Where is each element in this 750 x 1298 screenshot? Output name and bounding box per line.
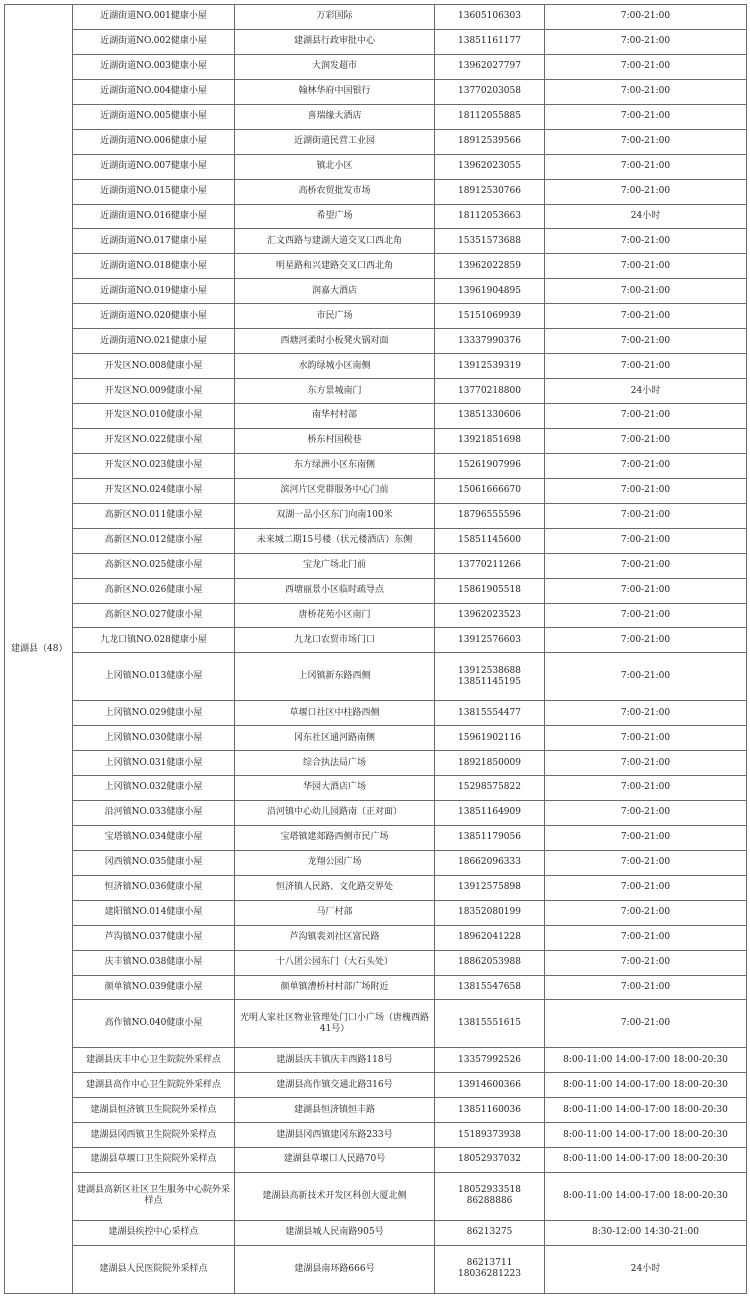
hours-cell: 7:00-21:00	[545, 254, 747, 279]
hours-cell: 8:00-11:00 14:00-17:00 18:00-20:30	[545, 1172, 747, 1220]
hours-cell: 7:00-21:00	[545, 104, 747, 129]
address-cell: 高桥农贸批发市场	[235, 179, 435, 204]
hours-cell: 7:00-21:00	[545, 5, 747, 30]
phone-cell: 13961904895	[435, 279, 545, 304]
site-name-cell: 上冈镇NO.030健康小屋	[73, 726, 235, 751]
site-name-cell: 建湖县人民医院院外采样点	[73, 1245, 235, 1293]
site-name-cell: 恒济镇NO.036健康小屋	[73, 875, 235, 900]
table-row	[5, 229, 747, 254]
phone-cell: 15061666670	[435, 478, 545, 503]
site-name-cell: 近湖街道NO.018健康小屋	[73, 254, 235, 279]
address-cell: 建湖县南环路666号	[235, 1245, 435, 1293]
address-cell: 希望广场	[235, 204, 435, 229]
address-cell: 唐桥花苑小区南门	[235, 603, 435, 628]
address-cell: 翰林华府中国银行	[235, 79, 435, 104]
site-name-cell: 冈西镇NO.035健康小屋	[73, 850, 235, 875]
site-name-cell: 颜单镇NO.039健康小屋	[73, 975, 235, 1000]
address-cell: 冈东社区通河路南侧	[235, 726, 435, 751]
address-cell: 马厂村部	[235, 900, 435, 925]
site-name-cell: 近湖街道NO.019健康小屋	[73, 279, 235, 304]
address-cell: 芦沟镇裴刘社区富民路	[235, 925, 435, 950]
site-name-cell: 开发区NO.009健康小屋	[73, 379, 235, 404]
hours-cell: 7:00-21:00	[545, 279, 747, 304]
site-name-cell: 九龙口镇NO.028健康小屋	[73, 628, 235, 653]
table-row	[5, 825, 747, 850]
hours-cell: 7:00-21:00	[545, 578, 747, 603]
phone-cell: 13921851698	[435, 428, 545, 453]
site-name-cell: 建湖县庆丰中心卫生院院外采样点	[73, 1048, 235, 1073]
hours-cell: 7:00-21:00	[545, 653, 747, 701]
phone-cell: 18796555596	[435, 503, 545, 528]
phone-cell: 13962023523	[435, 603, 545, 628]
hours-cell: 7:00-21:00	[545, 79, 747, 104]
hours-cell: 7:00-21:00	[545, 528, 747, 553]
site-name-cell: 建阳镇NO.014健康小屋	[73, 900, 235, 925]
hours-cell: 7:00-21:00	[545, 54, 747, 79]
address-cell: 建湖县恒济镇恒丰路	[235, 1098, 435, 1123]
site-name-cell: 建湖县恒济镇卫生院院外采样点	[73, 1098, 235, 1123]
address-cell: 沿河镇中心幼儿园路南（正对面）	[235, 800, 435, 825]
hours-cell: 8:00-11:00 14:00-17:00 18:00-20:30	[545, 1073, 747, 1098]
phone-cell: 18112053663	[435, 204, 545, 229]
table-row	[5, 1000, 747, 1048]
phone-cell: 13770203058	[435, 79, 545, 104]
phone-cell: 13357992526	[435, 1048, 545, 1073]
phone-cell: 13912575898	[435, 875, 545, 900]
site-name-cell: 沿河镇NO.033健康小屋	[73, 800, 235, 825]
table-row	[5, 179, 747, 204]
hours-cell: 7:00-21:00	[545, 875, 747, 900]
address-cell: 万彩国际	[235, 5, 435, 30]
phone-cell: 18352080199	[435, 900, 545, 925]
phone-cell: 13962023055	[435, 154, 545, 179]
address-cell: 滨河片区党群服务中心门前	[235, 478, 435, 503]
table-row	[5, 1048, 747, 1073]
table-row	[5, 1220, 747, 1245]
site-name-cell: 建湖县高作中心卫生院院外采样点	[73, 1073, 235, 1098]
hours-cell: 7:00-21:00	[545, 304, 747, 329]
table-row	[5, 553, 747, 578]
table-body	[5, 5, 747, 1294]
phone-cell: 13851160036	[435, 1098, 545, 1123]
site-name-cell: 近湖街道NO.006健康小屋	[73, 129, 235, 154]
phone-cell: 13962022859	[435, 254, 545, 279]
hours-cell: 7:00-21:00	[545, 154, 747, 179]
site-name-cell: 建湖县疾控中心采样点	[73, 1220, 235, 1245]
site-name-cell: 开发区NO.024健康小屋	[73, 478, 235, 503]
address-cell: 桥东村国税巷	[235, 428, 435, 453]
address-cell: 宝塔镇建郯路西侧市民广场	[235, 825, 435, 850]
site-name-cell: 高新区NO.026健康小屋	[73, 578, 235, 603]
address-cell: 光明人家社区物业管理处门口小广场（唐槐西路41号）	[235, 1000, 435, 1048]
address-cell: 南华村村部	[235, 404, 435, 429]
phone-cell: 18912539566	[435, 129, 545, 154]
phone-cell: 13914600366	[435, 1073, 545, 1098]
phone-cell: 18962041228	[435, 925, 545, 950]
hours-cell: 7:00-21:00	[545, 900, 747, 925]
table-row	[5, 329, 747, 354]
table-row	[5, 800, 747, 825]
site-name-cell: 高新区NO.012健康小屋	[73, 528, 235, 553]
site-name-cell: 近湖街道NO.003健康小屋	[73, 54, 235, 79]
hours-cell: 7:00-21:00	[545, 628, 747, 653]
phone-cell: 18862053988	[435, 950, 545, 975]
hours-cell: 7:00-21:00	[545, 553, 747, 578]
address-cell: 东方景城南门	[235, 379, 435, 404]
phone-cell: 15351573688	[435, 229, 545, 254]
site-name-cell: 近湖街道NO.021健康小屋	[73, 329, 235, 354]
address-cell: 上冈镇新东路西侧	[235, 653, 435, 701]
table-row	[5, 875, 747, 900]
table-row	[5, 776, 747, 801]
phone-cell: 15151069939	[435, 304, 545, 329]
hours-cell: 7:00-21:00	[545, 800, 747, 825]
hours-cell: 7:00-21:00	[545, 503, 747, 528]
hours-cell: 8:00-11:00 14:00-17:00 18:00-20:30	[545, 1148, 747, 1173]
table-row	[5, 628, 747, 653]
address-cell: 建湖县行政审批中心	[235, 29, 435, 54]
hours-cell: 8:00-11:00 14:00-17:00 18:00-20:30	[545, 1123, 747, 1148]
phone-cell: 18052933518 86288886	[435, 1172, 545, 1220]
hours-cell: 7:00-21:00	[545, 453, 747, 478]
address-cell: 宝龙广场北门前	[235, 553, 435, 578]
phone-cell: 13962027797	[435, 54, 545, 79]
table-row	[5, 603, 747, 628]
site-name-cell: 近湖街道NO.007健康小屋	[73, 154, 235, 179]
table-row	[5, 1172, 747, 1220]
hours-cell: 7:00-21:00	[545, 29, 747, 54]
address-cell: 汇文西路与建湖大道交叉口西北角	[235, 229, 435, 254]
address-cell: 综合执法局广场	[235, 751, 435, 776]
address-cell: 润嘉大酒店	[235, 279, 435, 304]
phone-cell: 13912576603	[435, 628, 545, 653]
hours-cell: 7:00-21:00	[545, 950, 747, 975]
site-name-cell: 近湖街道NO.002健康小屋	[73, 29, 235, 54]
phone-cell: 13851164909	[435, 800, 545, 825]
table-row	[5, 653, 747, 701]
table-row	[5, 1098, 747, 1123]
hours-cell: 24小时	[545, 379, 747, 404]
table-row	[5, 453, 747, 478]
table-row	[5, 404, 747, 429]
hours-cell: 8:00-11:00 14:00-17:00 18:00-20:30	[545, 1098, 747, 1123]
address-cell: 建湖县城人民南路905号	[235, 1220, 435, 1245]
phone-cell: 13851179056	[435, 825, 545, 850]
address-cell: 建湖县冈西镇建冈东路233号	[235, 1123, 435, 1148]
hours-cell: 7:00-21:00	[545, 751, 747, 776]
table-row	[5, 104, 747, 129]
table-row	[5, 354, 747, 379]
phone-cell: 13815551615	[435, 1000, 545, 1048]
table-row	[5, 154, 747, 179]
phone-cell: 18662096333	[435, 850, 545, 875]
table-row	[5, 850, 747, 875]
site-name-cell: 高新区NO.025健康小屋	[73, 553, 235, 578]
site-name-cell: 高新区NO.011健康小屋	[73, 503, 235, 528]
phone-cell: 13912538688 13851145195	[435, 653, 545, 701]
table-row	[5, 279, 747, 304]
table-row	[5, 578, 747, 603]
hours-cell: 7:00-21:00	[545, 179, 747, 204]
phone-cell: 86213711 18036281223	[435, 1245, 545, 1293]
county-cell: 建湖县（48）	[5, 5, 73, 1294]
address-cell: 镇北小区	[235, 154, 435, 179]
address-cell: 草堰口社区中柱路西侧	[235, 701, 435, 726]
site-name-cell: 近湖街道NO.005健康小屋	[73, 104, 235, 129]
address-cell: 大润发超市	[235, 54, 435, 79]
hours-cell: 24小时	[545, 1245, 747, 1293]
site-name-cell: 近湖街道NO.001健康小屋	[73, 5, 235, 30]
hours-cell: 7:00-21:00	[545, 229, 747, 254]
site-name-cell: 近湖街道NO.016健康小屋	[73, 204, 235, 229]
table-row	[5, 1148, 747, 1173]
site-name-cell: 近湖街道NO.015健康小屋	[73, 179, 235, 204]
phone-cell: 15298575822	[435, 776, 545, 801]
phone-cell: 13770211266	[435, 553, 545, 578]
site-name-cell: 建湖县冈西镇卫生院院外采样点	[73, 1123, 235, 1148]
site-name-cell: 建湖县高新区社区卫生服务中心院外采样点	[73, 1172, 235, 1220]
site-name-cell: 上冈镇NO.031健康小屋	[73, 751, 235, 776]
address-cell: 未来城二期15号楼（状元楼酒店）东侧	[235, 528, 435, 553]
address-cell: 恒济镇人民路、文化路交界处	[235, 875, 435, 900]
phone-cell: 18052937032	[435, 1148, 545, 1173]
address-cell: 九龙口农贸市场门口	[235, 628, 435, 653]
table-row	[5, 478, 747, 503]
address-cell: 华园大酒店广场	[235, 776, 435, 801]
table-row	[5, 900, 747, 925]
table-row	[5, 29, 747, 54]
table-row	[5, 503, 747, 528]
phone-cell: 15861905518	[435, 578, 545, 603]
table-row	[5, 79, 747, 104]
address-cell: 市民广场	[235, 304, 435, 329]
site-name-cell: 高作镇NO.040健康小屋	[73, 1000, 235, 1048]
table-row	[5, 254, 747, 279]
phone-cell: 86213275	[435, 1220, 545, 1245]
table-row	[5, 751, 747, 776]
hours-cell: 7:00-21:00	[545, 404, 747, 429]
hours-cell: 8:30-12:00 14:30-21:00	[545, 1220, 747, 1245]
phone-cell: 18912530766	[435, 179, 545, 204]
site-name-cell: 芦沟镇NO.037健康小屋	[73, 925, 235, 950]
site-name-cell: 开发区NO.008健康小屋	[73, 354, 235, 379]
hours-cell: 8:00-11:00 14:00-17:00 18:00-20:30	[545, 1048, 747, 1073]
table-row	[5, 428, 747, 453]
hours-cell: 7:00-21:00	[545, 1000, 747, 1048]
testing-sites-table	[4, 4, 747, 1294]
address-cell: 西塘丽景小区临时疏导点	[235, 578, 435, 603]
address-cell: 水韵绿城小区南侧	[235, 354, 435, 379]
phone-cell: 13815554477	[435, 701, 545, 726]
hours-cell: 7:00-21:00	[545, 850, 747, 875]
site-name-cell: 建湖县草堰口卫生院院外采样点	[73, 1148, 235, 1173]
table-row	[5, 726, 747, 751]
phone-cell: 18112055885	[435, 104, 545, 129]
phone-cell: 13605106303	[435, 5, 545, 30]
table-row	[5, 1123, 747, 1148]
site-name-cell: 开发区NO.023健康小屋	[73, 453, 235, 478]
address-cell: 建湖县高新技术开发区科创大厦北侧	[235, 1172, 435, 1220]
hours-cell: 7:00-21:00	[545, 825, 747, 850]
site-name-cell: 近湖街道NO.004健康小屋	[73, 79, 235, 104]
site-name-cell: 近湖街道NO.020健康小屋	[73, 304, 235, 329]
phone-cell: 15961902116	[435, 726, 545, 751]
hours-cell: 7:00-21:00	[545, 478, 747, 503]
table-row	[5, 379, 747, 404]
address-cell: 建湖县高作镇交通北路316号	[235, 1073, 435, 1098]
address-cell: 颜单镇漕桥村村部广场附近	[235, 975, 435, 1000]
phone-cell: 15189373938	[435, 1123, 545, 1148]
table-row	[5, 528, 747, 553]
phone-cell: 13851330606	[435, 404, 545, 429]
table-row	[5, 129, 747, 154]
table-row	[5, 1073, 747, 1098]
hours-cell: 7:00-21:00	[545, 925, 747, 950]
site-name-cell: 高新区NO.027健康小屋	[73, 603, 235, 628]
site-name-cell: 开发区NO.010健康小屋	[73, 404, 235, 429]
phone-cell: 18921850009	[435, 751, 545, 776]
phone-cell: 13815547658	[435, 975, 545, 1000]
address-cell: 建湖县庆丰镇庆丰西路118号	[235, 1048, 435, 1073]
table-row	[5, 54, 747, 79]
address-cell: 明星路和兴建路交叉口西北角	[235, 254, 435, 279]
phone-cell: 13770218800	[435, 379, 545, 404]
hours-cell: 7:00-21:00	[545, 354, 747, 379]
phone-cell: 13912539319	[435, 354, 545, 379]
address-cell: 西塘河柔时小板凳火锅对面	[235, 329, 435, 354]
site-name-cell: 近湖街道NO.017健康小屋	[73, 229, 235, 254]
address-cell: 建湖县草堰口人民路70号	[235, 1148, 435, 1173]
site-name-cell: 宝塔镇NO.034健康小屋	[73, 825, 235, 850]
hours-cell: 24小时	[545, 204, 747, 229]
phone-cell: 15851145600	[435, 528, 545, 553]
phone-cell: 15261907996	[435, 453, 545, 478]
address-cell: 龙翔公园广场	[235, 850, 435, 875]
hours-cell: 7:00-21:00	[545, 726, 747, 751]
table-row	[5, 204, 747, 229]
hours-cell: 7:00-21:00	[545, 329, 747, 354]
site-name-cell: 上冈镇NO.013健康小屋	[73, 653, 235, 701]
table-row	[5, 304, 747, 329]
hours-cell: 7:00-21:00	[545, 428, 747, 453]
hours-cell: 7:00-21:00	[545, 603, 747, 628]
hours-cell: 7:00-21:00	[545, 701, 747, 726]
address-cell: 十八团公园东门（大石头处）	[235, 950, 435, 975]
address-cell: 喜瑞缘大酒店	[235, 104, 435, 129]
hours-cell: 7:00-21:00	[545, 975, 747, 1000]
table-row	[5, 975, 747, 1000]
table-row	[5, 1245, 747, 1293]
hours-cell: 7:00-21:00	[545, 129, 747, 154]
address-cell: 东方绿洲小区东南侧	[235, 453, 435, 478]
site-name-cell: 上冈镇NO.029健康小屋	[73, 701, 235, 726]
table-row	[5, 5, 747, 30]
table-row	[5, 925, 747, 950]
address-cell: 近湖街道民营工业园	[235, 129, 435, 154]
site-name-cell: 上冈镇NO.032健康小屋	[73, 776, 235, 801]
phone-cell: 13337990376	[435, 329, 545, 354]
table-row	[5, 950, 747, 975]
address-cell: 双湖一品小区东门向南100米	[235, 503, 435, 528]
hours-cell: 7:00-21:00	[545, 776, 747, 801]
phone-cell: 13851161177	[435, 29, 545, 54]
site-name-cell: 开发区NO.022健康小屋	[73, 428, 235, 453]
table-row	[5, 701, 747, 726]
site-name-cell: 庆丰镇NO.038健康小屋	[73, 950, 235, 975]
